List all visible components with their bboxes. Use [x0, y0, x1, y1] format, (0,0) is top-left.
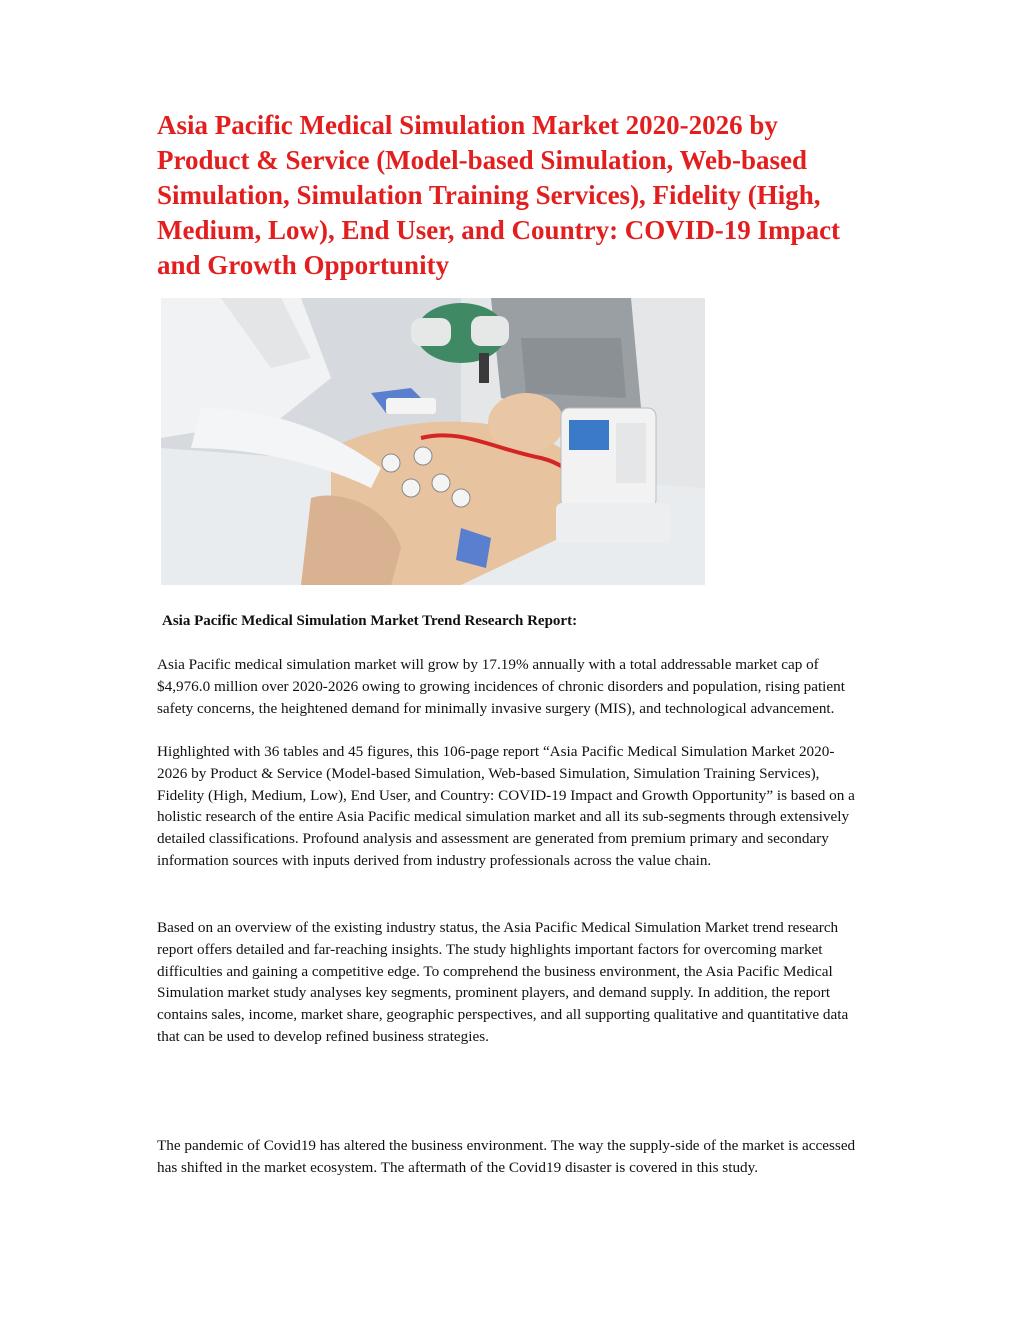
paragraph-industry-overview: Based on an overview of the existing industry status, the Asia Pacific Medical Simulation Market trend research report offers detailed and far-reaching insights. The study highlights important factors for overcoming market difficulties and gaining a competitive edge. To comprehend the business environment, the Asia Pacific Medical Simulation market study analyses key segments, prominent players, and demand supply. In addition, the report contains sales, income, market share, geographic perspectives, and all supporting qualitative and quantitative data that can be used to develop refined business strategies.: [157, 919, 849, 1045]
paragraph-market-growth: Asia Pacific medical simulation market will grow by 17.19% annually with a total addressable market cap of $4,976.0 million over 2020-2026 owing to growing incidences of chronic disorders and population, rising patient safety concerns, the heightened demand for minimally invasive surgery (MIS), and technological advancement.: [157, 656, 845, 717]
paragraph-report-highlights: Highlighted with 36 tables and 45 figures, this 106-page report “Asia Pacific Medical Simulation Market 2020-2026 by Product & Service (Model-based Simulation, Web-based Simulation, Simulation Training Services), Fidelity (High, Medium, Low), End User, and Country: COVID-19 Impact and Growth Opportunity” is based on a holistic research of the entire Asia Pacific medical simulation market and all its sub-segments through extensively detailed classifications. Profound analysis and assessment are generated from premium primary and secondary information sources with inputs derived from industry professionals across the value chain.: [157, 743, 855, 869]
medical-simulation-photo: [161, 298, 705, 585]
paragraph-covid-impact: The pandemic of Covid19 has altered the business environment. The way the supply-side of the market is accessed has shifted in the market ecosystem. The aftermath of the Covid19 disaster is covered in this study.: [157, 1137, 856, 1176]
photo-illustration: [161, 298, 705, 585]
page-title: Asia Pacific Medical Simulation Market 2020-2026 by Product & Service (Model-based Simulation, Web-based Simulation, Simulation Training Services), Fidelity (High, Medium, Low), End User, and Country: COVID-19 Impact and Growth Opportunity: [157, 110, 841, 280]
report-subheading: Asia Pacific Medical Simulation Market Trend Research Report:: [162, 613, 578, 629]
